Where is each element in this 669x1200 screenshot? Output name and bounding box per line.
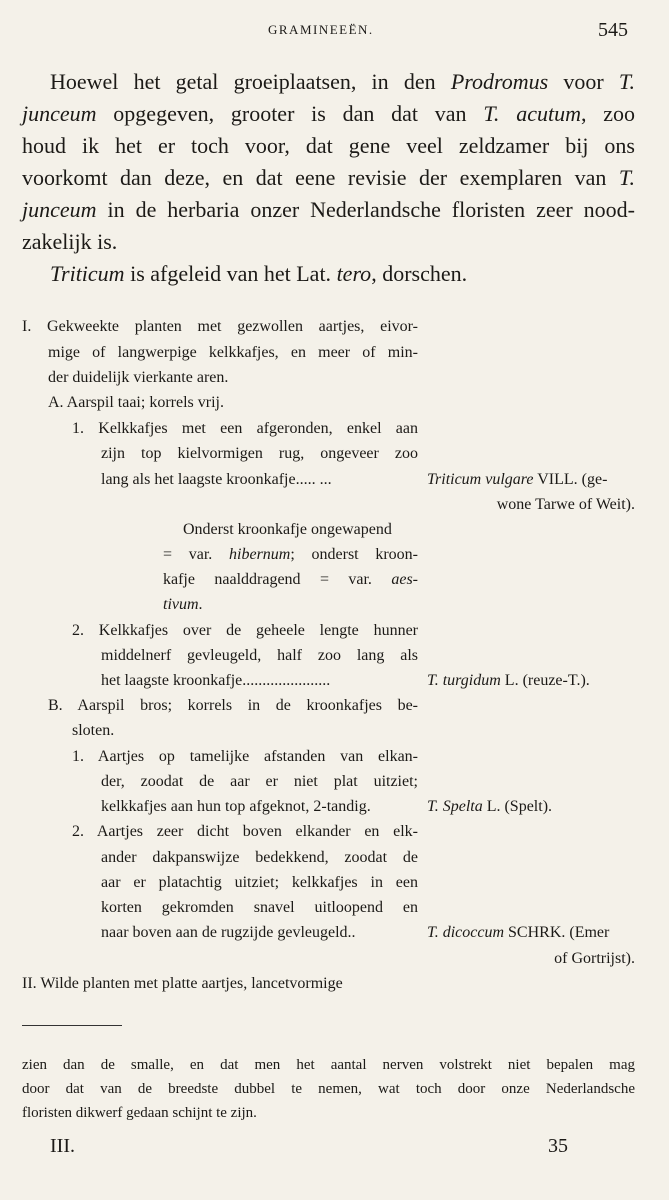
intro-line: Hoewel het getal groeiplaatsen, in den Prodromus voor T. [50,69,636,94]
key-A2-line: middelnerf gevleugeld, half zoo lang als [101,647,418,664]
variety-line: = var. hibernum; onderst kroon- [163,546,418,563]
intro-line: zakelijk is. [22,229,118,254]
footnote-line: floristen dikwerf gedaan schijnt te zijn. [22,1105,257,1121]
result-triticum-spelta: T. Spelta L. (Spelt). [427,798,553,815]
variety-line: Onderst kroonkafje ongewapend [183,521,392,538]
key-I-line: der duidelijk vierkante aren. [48,369,229,386]
intro-line: Triticum is afgeleid van het Lat. tero, dorschen. [50,261,468,286]
key-B2-line: aar er platachtig uitziet; kelkkafjes in een [101,874,418,891]
key-B1-line: kelkkafjes aan hun top afgeknot, 2-tandig. [101,798,371,815]
running-header: GRAMINEEËN. [268,22,374,37]
key-I-line: I. Gekweekte planten met gezwollen aartjes, eivor- [22,318,418,335]
key-II: II. Wilde planten met platte aartjes, lancetvormige [22,975,343,992]
intro-line: junceum in de herbaria onzer Nederlandsche floristen zeer nood- [22,197,635,222]
page-number: 545 [598,19,628,41]
result-triticum-dicoccum: T. dicoccum SCHRK. (Emer [427,924,610,941]
key-B2-line: naar boven aan de rugzijde gevleugeld.. [101,924,356,941]
variety-line: tivum. [163,596,203,613]
result-triticum-vulgare: Triticum vulgare VILL. (ge- [427,471,608,488]
key-A: A. Aarspil taai; korrels vrij. [48,394,224,411]
key-B1-line: der, zoodat de aar er niet plat uitziet; [101,773,418,790]
intro-line: houd ik het er toch voor, dat gene veel zeldzamer bij ons [22,133,635,158]
key-A1-line: 1. Kelkkafjes met een afgeronden, enkel aan [72,420,418,437]
sheet-number: 35 [548,1135,568,1157]
result-triticum-dicoccum: of Gortrijst). [554,950,635,967]
key-A2-line: het laagste kroonkafje...................... [101,672,331,689]
key-I-line: mige of langwerpige kelkkafjes, en meer of min- [48,344,418,361]
footnote-rule [22,1025,122,1026]
key-B-line: sloten. [72,722,115,739]
key-B2-line: ander dakpanswijze bedekkend, zoodat de [101,849,418,866]
key-B-line: B. Aarspil bros; korrels in de kroonkafjes be- [48,697,418,714]
key-B1-line: 1. Aartjes op tamelijke afstanden van elkan- [72,748,418,765]
key-A2-line: 2. Kelkkafjes over de geheele lengte hunner [72,622,418,639]
key-A1-line: lang als het laagste kroonkafje..... ... [101,471,332,488]
footnote-line: door dat van de breedste dubbel te nemen, wat toch door onze Nederlandsche [22,1081,635,1097]
result-triticum-turgidum: T. turgidum L. (reuze-T.). [427,672,590,689]
key-B2-line: korten gekromden snavel uitloopend en [101,899,418,916]
intro-line: junceum opgegeven, grooter is dan dat van T. acutum, zoo [22,101,636,126]
signature-mark: III. [50,1135,75,1157]
key-B2-line: 2. Aartjes zeer dicht boven elkander en elk- [72,823,418,840]
footnote-line: zien dan de smalle, en dat men het aantal nerven volstrekt niet bepalen mag [22,1057,635,1073]
key-A1-line: zijn top kielvormigen rug, ongeveer zoo [101,445,418,462]
intro-line: voorkomt dan deze, en dat eene revisie der exemplaren van T. [22,165,635,190]
result-triticum-vulgare: wone Tarwe of Weit). [496,496,635,513]
variety-line: kafje naalddragend = var. aes- [163,571,418,588]
